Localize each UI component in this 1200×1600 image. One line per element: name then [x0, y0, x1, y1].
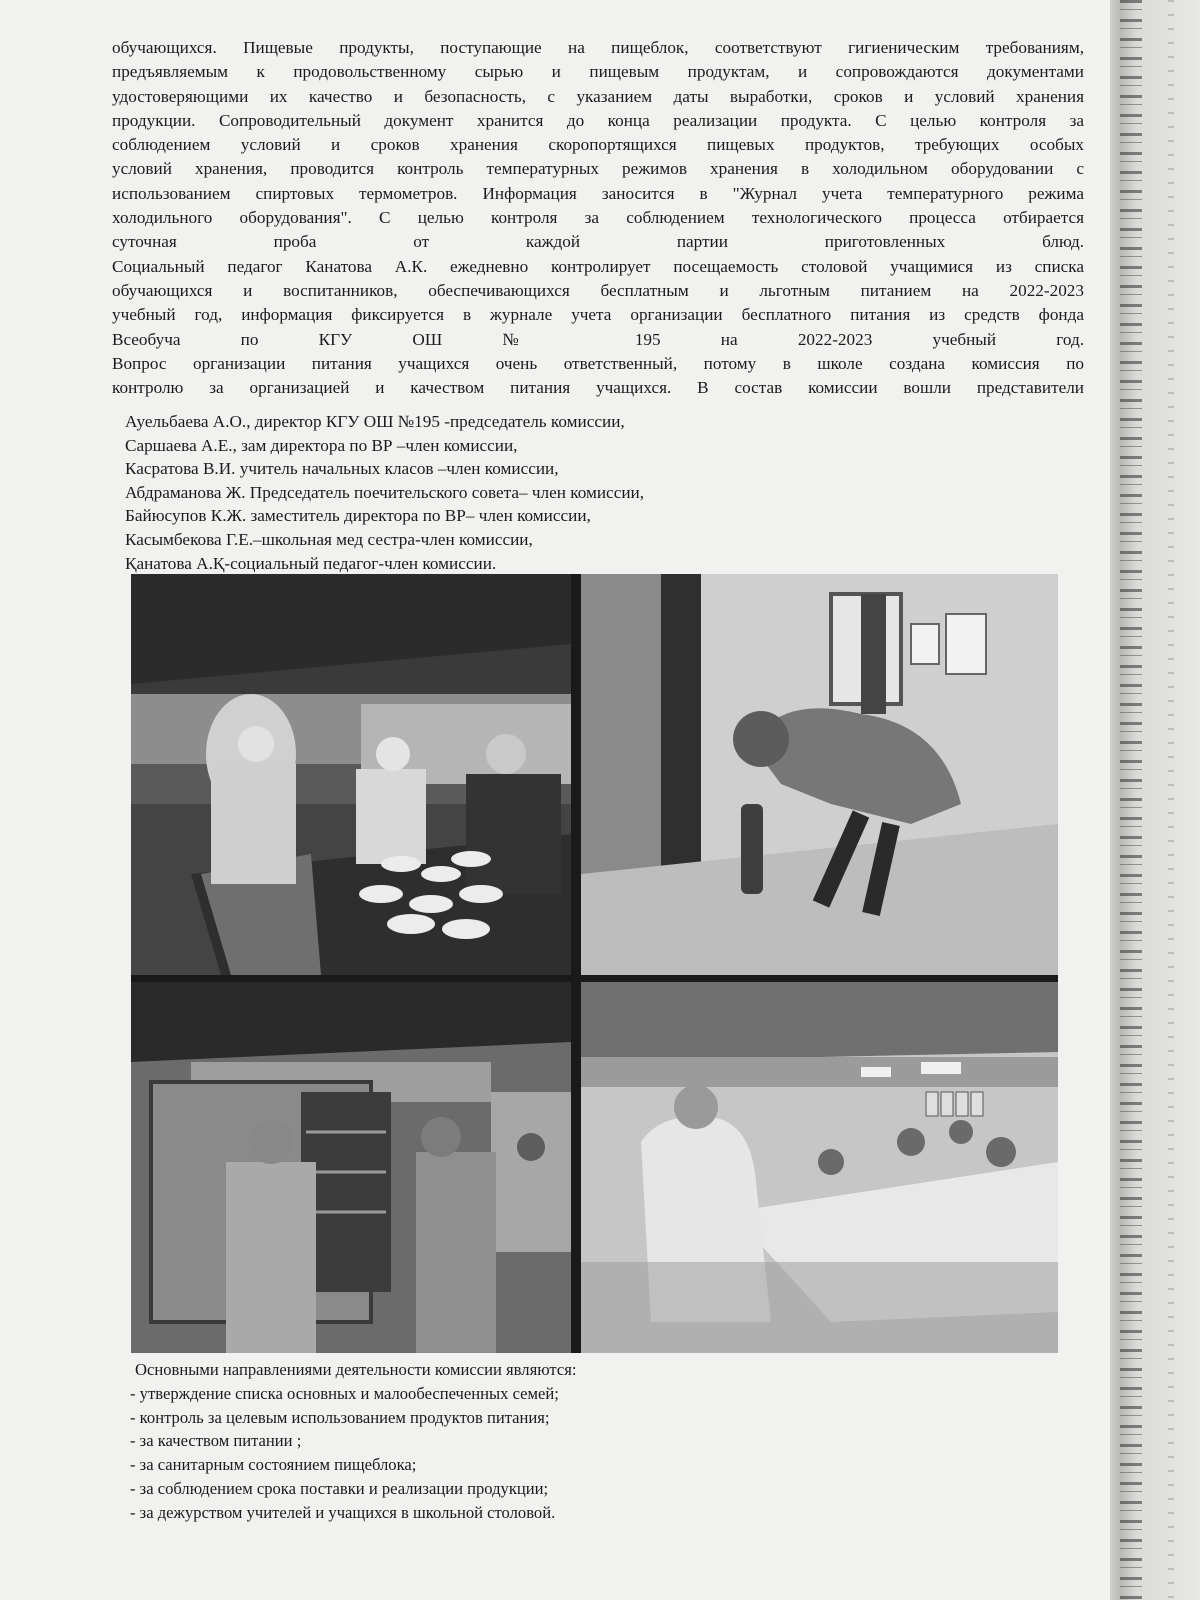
commission-member: Байюсупов К.Ж. заместитель директора по ВР– член комиссии, — [125, 506, 591, 526]
body-text-line: обучающихся. Пищевые продукты, поступающие на пищеблок, соответствуют гигиеническим требованиям, — [112, 38, 1084, 57]
body-text-line: Вопрос организации питания учащихся очень ответственный, потому в школе создана комиссия по — [112, 353, 1084, 373]
direction-item: - за санитарным состоянием пищеблока; — [130, 1455, 417, 1475]
commission-member: Ауельбаева А.О., директор КГУ ОШ №195 -председатель комиссии, — [125, 412, 625, 431]
scan-edge-noise — [1120, 0, 1142, 1600]
body-text-line: контролю за организацией и качеством питания учащихся. В состав комиссии вошли представители — [112, 378, 1084, 398]
direction-item: - за соблюдением срока поставки и реализации продукции; — [130, 1478, 549, 1498]
commission-member: Абдраманова Ж. Председатель поечительского совета– член комиссии, — [125, 482, 645, 502]
body-text-line: удостоверяющими их качество и безопасность, с указанием даты выработки, сроков и условий хранения — [112, 86, 1084, 106]
body-text-line: продукции. Сопроводительный документ хранится до конца реализации продукта. С целью контроля за — [112, 110, 1084, 130]
direction-item: - утверждение списка основных и малообеспеченных семей; — [130, 1383, 559, 1403]
photo-collage — [131, 574, 1058, 1353]
scan-edge-noise-secondary — [1168, 0, 1174, 1600]
body-text-line: учебный год, информация фиксируется в журнале учета организации бесплатного питания из средств фонда — [112, 305, 1084, 325]
commission-member: Касымбекова Г.Е.–школьная мед сестра-член комиссии, — [125, 529, 533, 549]
directions-heading: Основными направлениями деятельности комиссии являются: — [135, 1360, 577, 1379]
scanner-edge-shadow — [1110, 0, 1200, 1600]
commission-member: Касратова В.И. учитель начальных класов –член комиссии, — [125, 459, 559, 479]
commission-member: Қанатова А.Қ-социальный педагог-член комиссии. — [125, 553, 497, 573]
direction-item: - за качеством питании ; — [130, 1431, 302, 1451]
commission-member: Саршаева А.Е., зам директора по ВР –член комиссии, — [125, 435, 518, 455]
body-text-line: суточная проба от каждой партии приготовленных блюд. — [112, 232, 1084, 252]
body-text-line: условий хранения, проводится контроль температурных режимов хранения в холодильном оборудовании с — [112, 159, 1084, 179]
photo-dining-hall-check — [581, 982, 1058, 1353]
body-text-line: обучающихся и воспитанников, обеспечивающихся бесплатным и льготным питанием на 2022-2023 — [112, 280, 1084, 300]
body-text-line: Всеобуча по КГУ ОШ № 195 на 2022-2023 учебный год. — [112, 329, 1084, 349]
body-text-line: использованием спиртовых термометров. Информация заносится в "Журнал учета температурного режима — [112, 183, 1084, 203]
commission-directions — [130, 1358, 1030, 1525]
direction-item: - за дежурством учителей и учащихся в школьной столовой. — [130, 1502, 556, 1522]
body-text-line: Социальный педагог Канатова А.К. ежедневно контролирует посещаемость столовой учащимися из списка — [112, 256, 1084, 276]
body-text-line: холодильного оборудования". С целью контроля за соблюдением технологического процесса отбирается — [112, 208, 1084, 228]
directions-list — [130, 1382, 1030, 1525]
photo-storage-inspection — [131, 982, 571, 1353]
body-text-line: предъявляемым к продовольственному сырью и пищевым продуктам, и сопровождаются документами — [112, 62, 1084, 82]
body-text-line: соблюдением условий и сроков хранения скоропортящихся пищевых продуктов, требующих особых — [112, 135, 1084, 155]
photo-kitchen-serving-line — [131, 574, 571, 975]
body-text — [112, 36, 1084, 400]
photo-fire-extinguisher-check — [581, 574, 1058, 975]
commission-members-list — [125, 410, 925, 575]
direction-item: - контроль за целевым использованием продуктов питания; — [130, 1407, 550, 1427]
